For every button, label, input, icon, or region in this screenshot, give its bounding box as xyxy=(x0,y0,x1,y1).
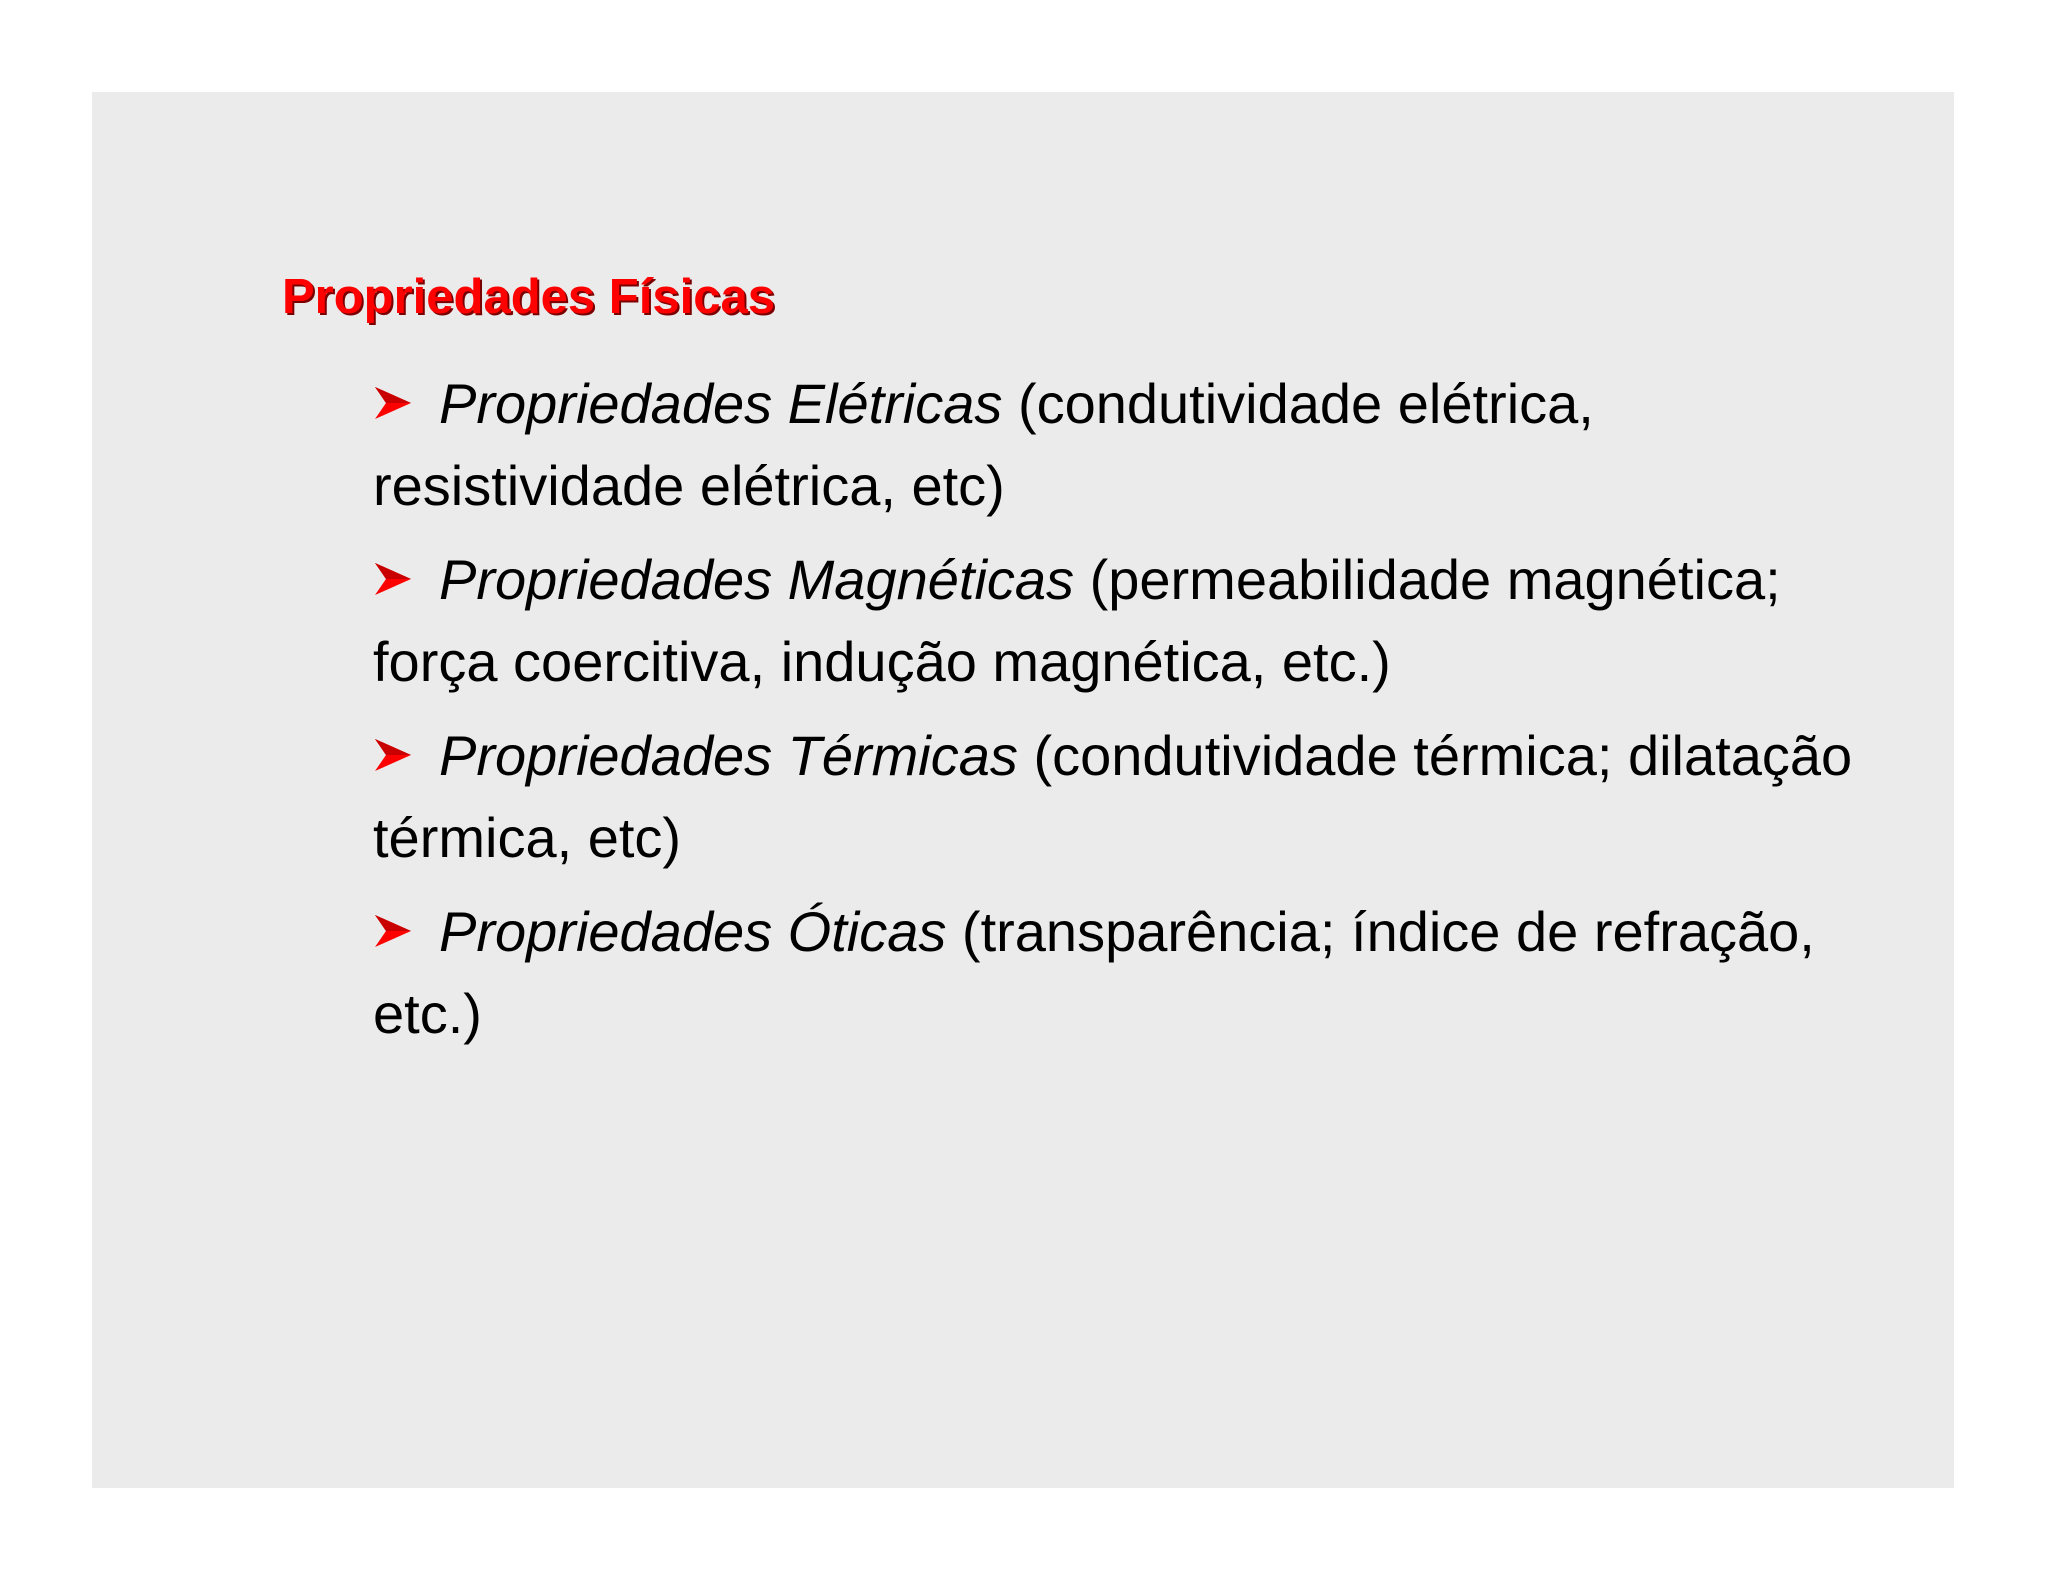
item-detail: (condutividade elétrica, resistividade elétrica, etc) xyxy=(373,372,1594,517)
item-detail: (condutividade térmica; dilatação térmica, etc) xyxy=(373,724,1853,869)
list-item-thermal xyxy=(373,715,1913,879)
list-item-optical xyxy=(373,891,1913,1055)
arrow-bullet-icon xyxy=(373,377,425,429)
property-list xyxy=(373,363,1913,1067)
list-item-magnetic xyxy=(373,539,1913,703)
item-term: Propriedades Óticas xyxy=(439,900,947,963)
item-term: Propriedades Térmicas xyxy=(439,724,1018,787)
arrow-bullet-icon xyxy=(373,905,425,957)
item-detail: (transparência; índice de refração, etc.) xyxy=(373,900,1815,1045)
arrow-bullet-icon xyxy=(373,553,425,605)
list-item-electrical xyxy=(373,363,1913,527)
item-term: Propriedades Elétricas xyxy=(439,372,1003,435)
item-detail: (permeabilidade magnética; força coercitiva, indução magnética, etc.) xyxy=(373,548,1781,693)
slide-title: Propriedades Físicas xyxy=(282,270,775,324)
item-term: Propriedades Magnéticas xyxy=(439,548,1075,611)
arrow-bullet-icon xyxy=(373,729,425,781)
